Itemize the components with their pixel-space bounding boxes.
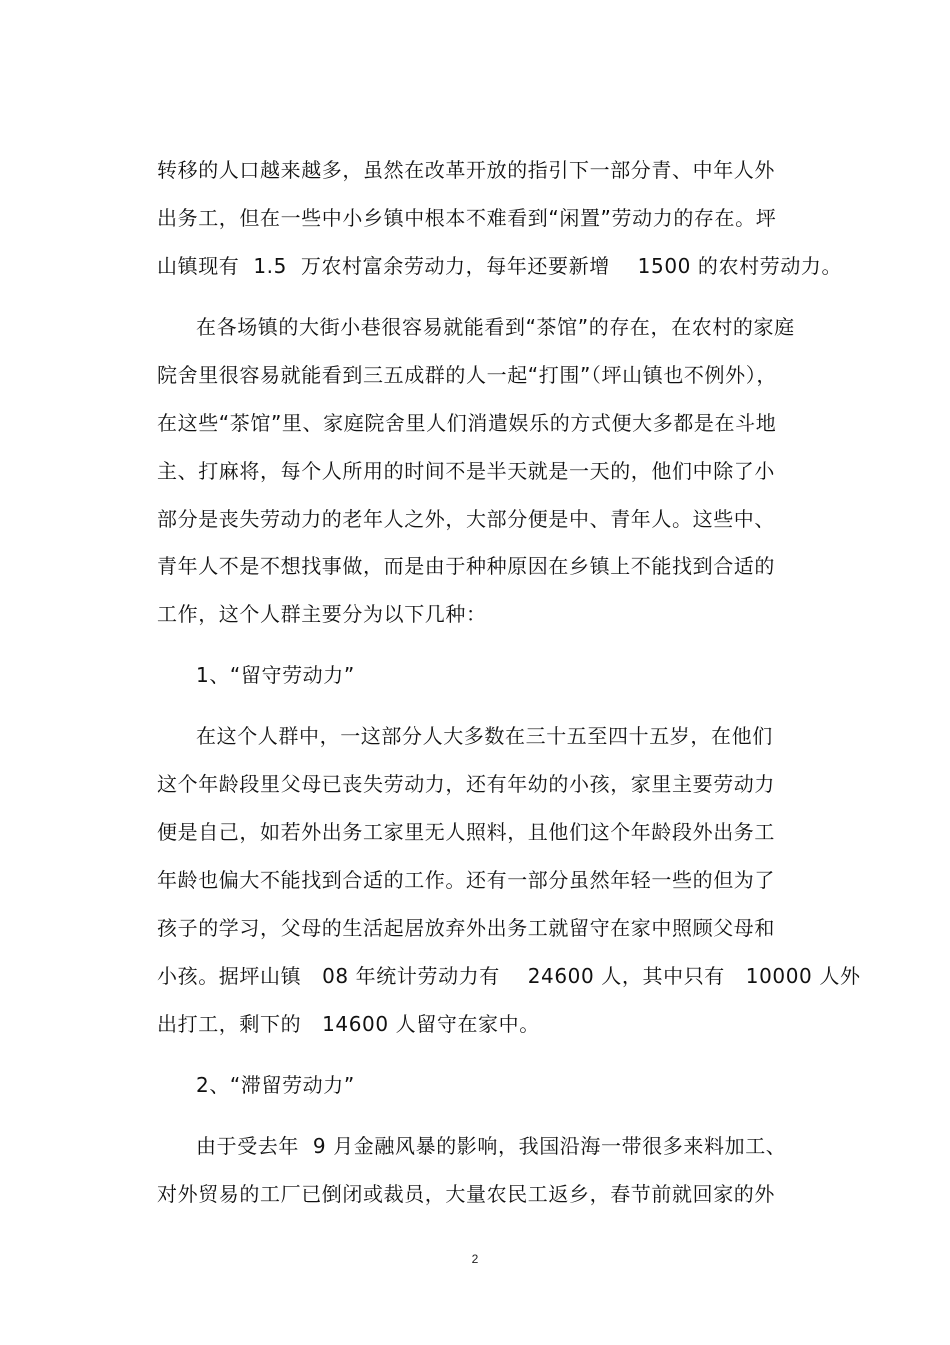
section-heading-1: 1、“留守劳动力” xyxy=(196,663,355,687)
paragraph-4-line-2: 对外贸易的工厂已倒闭或裁员，大量农民工返乡，春节前就回家的外 xyxy=(157,1182,775,1206)
paragraph-1-line-2: 出务工，但在一些中小乡镇中根本不难看到“闲置”劳动力的存在。坪 xyxy=(157,206,777,230)
paragraph-2-line-3: 在这些“茶馆”里、家庭院舍里人们消遣娱乐的方式便大多都是在斗地 xyxy=(157,411,777,435)
paragraph-3-line-5: 孩子的学习，父母的生活起居放弃外出务工就留守在家中照顾父母和 xyxy=(157,916,775,940)
paragraph-2-line-5: 部分是丧失劳动力的老年人之外，大部分便是中、青年人。这些中、 xyxy=(157,507,775,531)
paragraph-2-line-1: 在各场镇的大街小巷很容易就能看到“茶馆”的存在，在农村的家庭 xyxy=(196,315,795,339)
paragraph-3-line-1: 在这个人群中，一这部分人大多数在三十五至四十五岁，在他们 xyxy=(196,724,773,748)
paragraph-1-line-1: 转移的人口越来越多，虽然在改革开放的指引下一部分青、中年人外 xyxy=(157,158,775,182)
page-number: 2 xyxy=(471,1252,479,1266)
paragraph-3-line-6: 小孩。据坪山镇 08 年统计劳动力有 24600 人，其中只有 10000 人外 xyxy=(157,964,861,988)
paragraph-2-line-4: 主、打麻将，每个人所用的时间不是半天就是一天的，他们中除了小 xyxy=(157,459,775,483)
paragraph-3-line-7: 出打工，剩下的 14600 人留守在家中。 xyxy=(157,1012,540,1036)
paragraph-2-line-7: 工作，这个人群主要分为以下几种： xyxy=(157,602,487,626)
paragraph-2-line-6: 青年人不是不想找事做，而是由于种种原因在乡镇上不能找到合适的 xyxy=(157,554,775,578)
section-heading-2: 2、“滞留劳动力” xyxy=(196,1073,355,1097)
paragraph-1-line-3: 山镇现有 1.5 万农村富余劳动力，每年还要新增 1500 的农村劳动力。 xyxy=(157,254,843,278)
paragraph-2-line-2: 院舍里很容易就能看到三五成群的人一起“打围”（坪山镇也不例外）， xyxy=(157,363,777,387)
paragraph-3-line-4: 年龄也偏大不能找到合适的工作。还有一部分虽然年轻一些的但为了 xyxy=(157,868,775,892)
paragraph-3-line-2: 这个年龄段里父母已丧失劳动力，还有年幼的小孩，家里主要劳动力 xyxy=(157,772,775,796)
paragraph-3-line-3: 便是自己，如若外出务工家里无人照料，且他们这个年龄段外出务工 xyxy=(157,820,775,844)
paragraph-4-line-1: 由于受去年 9 月金融风暴的影响，我国沿海一带很多来料加工、 xyxy=(196,1134,787,1158)
